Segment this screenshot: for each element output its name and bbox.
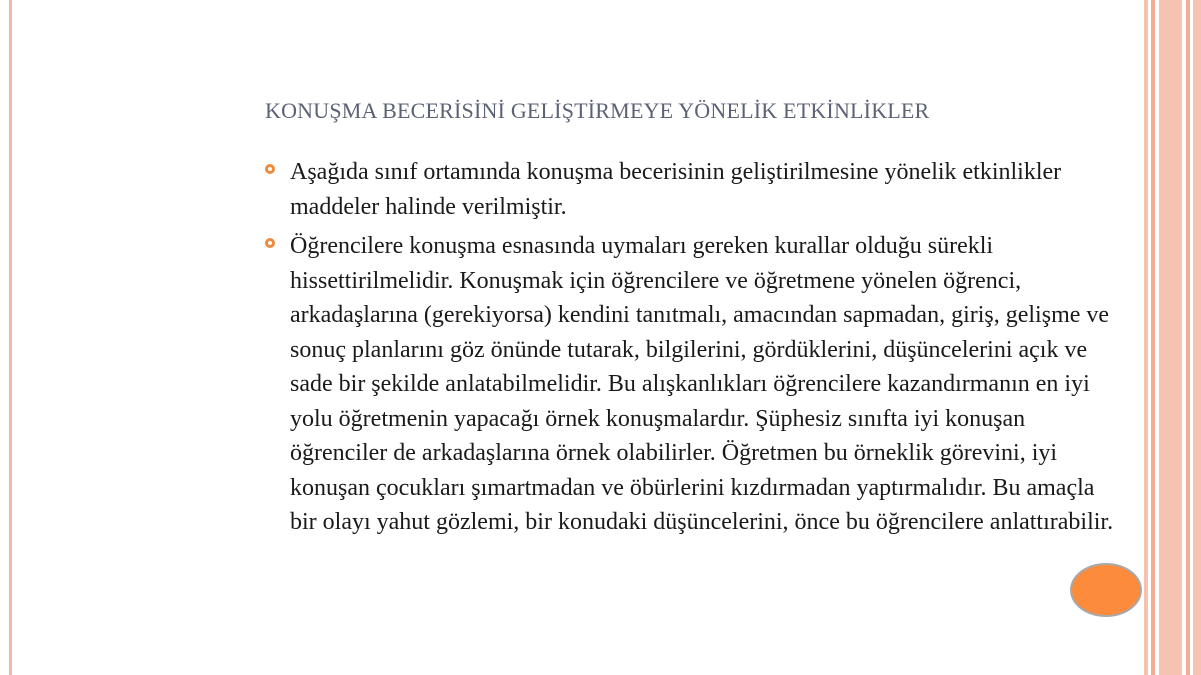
bullet-text: Aşağıda sınıf ortamında konuşma becerisinin geliştirilmesine yönelik etkinlikler maddeler halinde verilmiştir. [290, 159, 1062, 220]
bullet-item [265, 155, 1125, 224]
right-border-stripe [1193, 0, 1201, 675]
right-border-stripe [1144, 0, 1148, 675]
slide-title: KONUŞMA BECERİSİNİ GELİŞTİRMEYE YÖNELİK ETKİNLİKLER [265, 98, 930, 123]
bullet-item [265, 229, 1125, 540]
right-border-stripe [1151, 0, 1155, 675]
left-border-stripe [9, 0, 12, 675]
circle-bullet-icon [265, 238, 275, 248]
circle-bullet-icon [265, 164, 275, 174]
bullet-list [265, 155, 1125, 545]
bullet-text: Öğrencilere konuşma esnasında uymaları gereken kurallar olduğu sürekli hissettirilmelidir. Konuşmak için öğrencilere ve öğretmene yönelen öğrenci, arkadaşlarına (gerekiyorsa) kendini tanıtmalı, amacından sapmadan, giriş, gelişme ve sonuç planlarını göz önünde tutarak, bilgilerini, gördüklerini, düşüncelerini açık ve sade bir şekilde anlatabilmelidir. Bu alışkanlıkları öğrencilere kazandırmanın en iyi yolu öğretmenin yapacağı örnek konuşmalardır. Şüphesiz sınıfta iyi konuşan öğrenciler de arkadaşlarına örnek olabilirler. Öğretmen bu örneklik görevini, iyi konuşan çocukları şımartmadan ve öbürlerini kızdırmadan yaptırmalıdır. Bu amaçla bir olayı yahut gözlemi, bir konudaki düşüncelerini, önce bu öğrencilere anlattırabilir. [290, 233, 1114, 535]
right-border-stripe [1186, 0, 1190, 675]
right-border-stripe [1159, 0, 1182, 675]
orange-circle-decoration [1070, 563, 1142, 617]
